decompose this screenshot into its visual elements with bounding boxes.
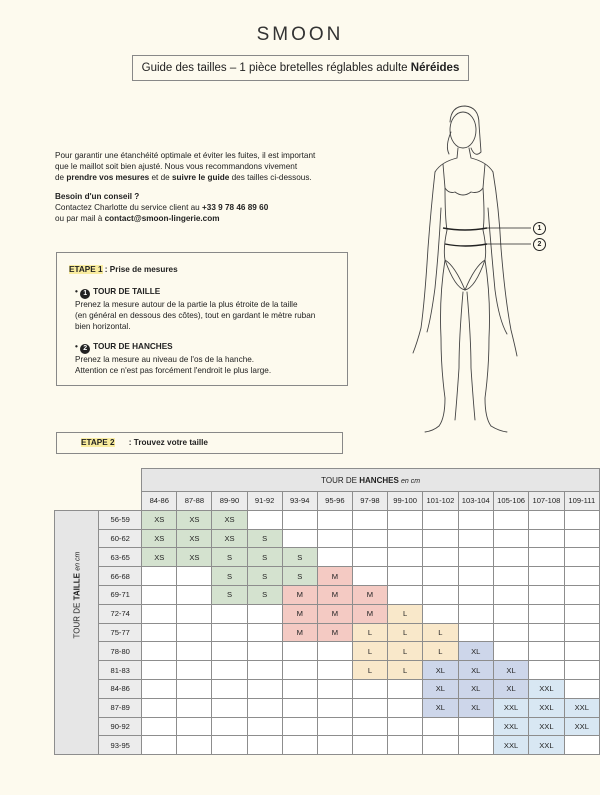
size-cell <box>564 604 599 623</box>
size-cell: XS <box>177 529 212 548</box>
size-cell <box>212 698 247 717</box>
size-cell <box>564 510 599 529</box>
measure-waist-title: • 1 TOUR DE TAILLE <box>75 287 161 297</box>
size-cell <box>458 585 493 604</box>
size-cell <box>388 567 423 586</box>
waist-header-cell: 75-77 <box>99 623 142 642</box>
waist-header-cell: 93-95 <box>99 736 142 755</box>
hips-header-cell: 97-98 <box>352 492 387 511</box>
waist-header-cell: 63-65 <box>99 548 142 567</box>
hips-header-row <box>55 492 600 511</box>
size-cell: M <box>282 585 317 604</box>
size-cell: M <box>352 585 387 604</box>
intro-bold-measures: prendre vos mesures <box>66 173 150 182</box>
marker-1-icon: 1 <box>533 222 546 235</box>
size-cell <box>352 510 387 529</box>
size-cell <box>247 510 282 529</box>
size-cell: S <box>247 548 282 567</box>
brand-logo: SMOON <box>256 24 344 45</box>
size-cell <box>493 642 528 661</box>
size-cell <box>388 585 423 604</box>
size-cell <box>142 717 177 736</box>
size-cell <box>317 736 352 755</box>
size-cell: XS <box>142 529 177 548</box>
size-cell: L <box>388 604 423 623</box>
intro-text <box>55 150 355 224</box>
size-cell <box>458 548 493 567</box>
waist-header-cell: 72-74 <box>99 604 142 623</box>
intro-text-part: de <box>55 173 67 182</box>
size-cell: M <box>317 604 352 623</box>
intro-bold-guide: suivre le guide <box>171 173 230 182</box>
blank-cell <box>55 469 142 492</box>
size-cell <box>317 529 352 548</box>
waist-header-cell: 84-86 <box>99 679 142 698</box>
size-cell <box>423 717 458 736</box>
size-cell: L <box>388 623 423 642</box>
size-cell <box>282 661 317 680</box>
hips-header-cell: 93-94 <box>282 492 317 511</box>
size-cell <box>317 717 352 736</box>
size-cell: M <box>282 623 317 642</box>
size-cell: XL <box>493 679 528 698</box>
size-cell <box>493 567 528 586</box>
size-cell <box>388 548 423 567</box>
size-cell <box>142 623 177 642</box>
size-cell: XXL <box>493 698 528 717</box>
size-cell: XL <box>458 642 493 661</box>
size-cell: XS <box>142 548 177 567</box>
size-cell <box>177 604 212 623</box>
table-row <box>55 642 600 661</box>
size-cell <box>177 661 212 680</box>
size-cell <box>282 679 317 698</box>
size-cell: S <box>282 567 317 586</box>
waist-header-cell: 66-68 <box>99 567 142 586</box>
size-cell <box>529 623 564 642</box>
size-cell <box>317 642 352 661</box>
size-cell <box>352 717 387 736</box>
size-cell <box>529 510 564 529</box>
size-cell <box>212 679 247 698</box>
hips-header-cell: 95-96 <box>317 492 352 511</box>
size-cell <box>423 585 458 604</box>
model-name: Néréides <box>410 62 460 74</box>
size-cell <box>177 567 212 586</box>
hips-title-row <box>55 469 600 492</box>
step1-tag: ETAPE 1 <box>69 265 103 274</box>
hips-header-cell: 107-108 <box>529 492 564 511</box>
size-cell: M <box>317 623 352 642</box>
size-cell: XS <box>177 548 212 567</box>
size-cell <box>247 736 282 755</box>
size-cell <box>177 623 212 642</box>
size-cell: XXL <box>493 736 528 755</box>
size-cell <box>282 717 317 736</box>
size-cell <box>529 585 564 604</box>
size-cell <box>388 698 423 717</box>
size-cell <box>317 661 352 680</box>
size-cell: XS <box>212 510 247 529</box>
table-row <box>55 679 600 698</box>
table-row <box>55 623 600 642</box>
waist-title <box>55 510 99 754</box>
intro-line-1: Pour garantir une étanchéité optimale et éviter les fuites, il est important <box>55 151 316 160</box>
size-cell <box>423 736 458 755</box>
size-cell <box>212 717 247 736</box>
size-cell <box>529 604 564 623</box>
size-cell: M <box>282 604 317 623</box>
size-cell: M <box>352 604 387 623</box>
size-cell: S <box>247 567 282 586</box>
size-cell <box>212 736 247 755</box>
waist-title-bold: TAILLE <box>72 572 82 601</box>
size-cell <box>352 698 387 717</box>
size-cell <box>493 604 528 623</box>
size-cell <box>458 736 493 755</box>
title-prefix: Guide des tailles – 1 pièce bretelles réglables adulte <box>141 62 411 74</box>
size-cell <box>564 679 599 698</box>
size-cell <box>212 623 247 642</box>
waist-header-cell: 78-80 <box>99 642 142 661</box>
table-row <box>55 510 600 529</box>
table-row <box>55 585 600 604</box>
size-cell <box>529 548 564 567</box>
size-cell: L <box>388 661 423 680</box>
hips-header-cell: 84-86 <box>142 492 177 511</box>
size-cell <box>388 679 423 698</box>
size-cell: L <box>423 642 458 661</box>
size-cell <box>423 567 458 586</box>
intro-line-2: que le maillot soit bien ajusté. Nous vous recommandons vivement <box>55 162 298 171</box>
size-cell <box>493 548 528 567</box>
size-cell <box>564 529 599 548</box>
contact-phone-line <box>55 202 355 213</box>
size-cell <box>388 510 423 529</box>
hips-desc-2: Attention ce n'est pas forcément l'endroit le plus large. <box>75 366 272 375</box>
size-cell <box>352 567 387 586</box>
waist-desc-1: Prenez la mesure autour de la partie la plus étroite de la taille <box>75 300 298 309</box>
waist-title: TOUR DE TAILLE <box>93 287 161 296</box>
hips-header-cell: 101-102 <box>423 492 458 511</box>
advice-title: Besoin d'un conseil ? <box>55 192 140 201</box>
page-title <box>132 55 469 81</box>
size-cell <box>282 529 317 548</box>
size-cell: S <box>282 548 317 567</box>
size-cell <box>317 548 352 567</box>
step2-box <box>56 432 343 454</box>
size-cell <box>388 736 423 755</box>
size-cell: XL <box>423 698 458 717</box>
size-cell <box>388 529 423 548</box>
hips-header-cell: 91-92 <box>247 492 282 511</box>
size-cell <box>317 679 352 698</box>
size-cell <box>247 642 282 661</box>
intro-line-3 <box>55 172 355 183</box>
number-2-icon: 2 <box>80 344 90 354</box>
size-cell: S <box>247 529 282 548</box>
table-row <box>55 736 600 755</box>
hips-header-cell: 89-90 <box>212 492 247 511</box>
size-cell <box>317 510 352 529</box>
size-cell <box>529 642 564 661</box>
size-cell <box>564 661 599 680</box>
size-cell <box>458 623 493 642</box>
swimsuit-figure-illustration <box>395 98 555 438</box>
size-cell <box>529 661 564 680</box>
table-row <box>55 529 600 548</box>
size-cell <box>493 529 528 548</box>
size-cell <box>423 604 458 623</box>
hips-title <box>142 469 600 492</box>
size-cell: XXL <box>493 717 528 736</box>
step2-title: : Trouvez votre taille <box>126 438 208 447</box>
size-cell: XL <box>493 661 528 680</box>
measure-waist <box>75 286 315 332</box>
size-cell: S <box>212 585 247 604</box>
size-cell <box>423 529 458 548</box>
size-cell: M <box>317 567 352 586</box>
size-cell: XXL <box>529 736 564 755</box>
size-cell <box>142 736 177 755</box>
hips-header-cell: 105-106 <box>493 492 528 511</box>
size-cell <box>564 548 599 567</box>
waist-header-cell: 90-92 <box>99 717 142 736</box>
size-cell <box>458 717 493 736</box>
size-cell <box>564 623 599 642</box>
size-cell <box>282 642 317 661</box>
hips-title-bold: HANCHES <box>359 475 399 485</box>
size-cell: L <box>352 661 387 680</box>
size-cell: XL <box>458 661 493 680</box>
size-cell <box>212 642 247 661</box>
size-cell <box>142 604 177 623</box>
table-row <box>55 717 600 736</box>
size-cell: XXL <box>564 717 599 736</box>
size-cell <box>212 661 247 680</box>
waist-header-cell: 69-71 <box>99 585 142 604</box>
contact-text: ou par mail à <box>55 214 105 223</box>
hips-title: TOUR DE HANCHES <box>93 342 173 351</box>
size-cell <box>564 585 599 604</box>
size-cell <box>177 679 212 698</box>
hips-title-text: TOUR DE <box>321 475 360 485</box>
table-row <box>55 548 600 567</box>
size-cell <box>423 510 458 529</box>
size-cell: XS <box>142 510 177 529</box>
phone-link[interactable]: +33 9 78 46 89 60 <box>202 203 269 212</box>
step1-box <box>56 252 348 386</box>
size-cell <box>317 698 352 717</box>
blank-cell <box>55 492 142 511</box>
hips-header-cell: 99-100 <box>388 492 423 511</box>
body-outline-icon <box>395 98 555 438</box>
size-cell <box>282 736 317 755</box>
email-link[interactable]: contact@smoon-lingerie.com <box>104 214 220 223</box>
size-cell <box>282 698 317 717</box>
size-cell <box>458 510 493 529</box>
size-cell: XXL <box>564 698 599 717</box>
table-row <box>55 661 600 680</box>
size-cell: L <box>388 642 423 661</box>
size-cell <box>247 661 282 680</box>
size-cell: XL <box>423 661 458 680</box>
hips-unit: en cm <box>401 477 421 485</box>
hips-desc-1: Prenez la mesure au niveau de l'os de la hanche. <box>75 355 255 364</box>
size-cell: L <box>423 623 458 642</box>
hips-header-cell: 87-88 <box>177 492 212 511</box>
size-cell: L <box>352 642 387 661</box>
size-cell <box>352 679 387 698</box>
size-cell: S <box>247 585 282 604</box>
hips-header-cell: 103-104 <box>458 492 493 511</box>
size-cell <box>177 585 212 604</box>
size-cell: XXL <box>529 698 564 717</box>
waist-header-cell: 81-83 <box>99 661 142 680</box>
size-cell <box>142 661 177 680</box>
hips-header-cell: 109-111 <box>564 492 599 511</box>
waist-title-text <box>72 551 82 639</box>
size-cell <box>177 642 212 661</box>
waist-unit: en cm <box>74 551 82 571</box>
size-cell <box>247 698 282 717</box>
size-cell <box>423 548 458 567</box>
size-cell <box>142 567 177 586</box>
waist-header-cell: 87-89 <box>99 698 142 717</box>
contact-mail-line <box>55 213 355 224</box>
size-cell <box>564 642 599 661</box>
size-cell <box>177 717 212 736</box>
size-cell <box>142 585 177 604</box>
size-cell <box>564 567 599 586</box>
step1-title: : Prise de mesures <box>102 265 178 274</box>
table-row <box>55 567 600 586</box>
size-cell <box>564 736 599 755</box>
size-cell: XL <box>458 698 493 717</box>
waist-desc-3: bien horizontal. <box>75 322 131 331</box>
size-cell: S <box>212 567 247 586</box>
size-cell <box>493 585 528 604</box>
table-row <box>55 604 600 623</box>
waist-header-cell: 56-59 <box>99 510 142 529</box>
size-cell: XL <box>423 679 458 698</box>
size-cell <box>282 510 317 529</box>
waist-desc-2: (en général en dessous des côtes), tout en gardant le mètre ruban <box>75 311 316 320</box>
size-cell <box>177 698 212 717</box>
size-cell: S <box>212 548 247 567</box>
size-cell <box>247 623 282 642</box>
size-cell: XS <box>177 510 212 529</box>
step2-label <box>69 438 208 447</box>
waist-title-prefix: TOUR DE <box>72 600 82 639</box>
size-cell <box>529 529 564 548</box>
size-cell <box>388 717 423 736</box>
size-cell <box>212 604 247 623</box>
number-1-icon: 1 <box>80 289 90 299</box>
measure-hips <box>75 341 271 376</box>
size-table <box>54 468 600 755</box>
size-cell <box>142 642 177 661</box>
size-cell: XXL <box>529 717 564 736</box>
table-row <box>55 698 600 717</box>
size-cell <box>142 679 177 698</box>
waist-header-cell: 60-62 <box>99 529 142 548</box>
size-cell <box>352 548 387 567</box>
size-cell <box>142 698 177 717</box>
size-cell <box>529 567 564 586</box>
step1-label <box>69 264 178 275</box>
contact-text: Contactez Charlotte du service client au <box>55 203 202 212</box>
intro-text-part: et de <box>149 173 172 182</box>
measure-hips-title: • 2 TOUR DE HANCHES <box>75 342 173 352</box>
size-cell <box>352 529 387 548</box>
size-cell <box>352 736 387 755</box>
size-cell: XXL <box>529 679 564 698</box>
size-cell <box>247 717 282 736</box>
marker-2-icon: 2 <box>533 238 546 251</box>
size-cell <box>247 604 282 623</box>
size-cell <box>458 604 493 623</box>
size-cell <box>247 679 282 698</box>
size-cell <box>458 567 493 586</box>
size-cell <box>493 623 528 642</box>
size-cell: XS <box>212 529 247 548</box>
size-cell <box>493 510 528 529</box>
intro-text-part: des tailles ci-dessous. <box>229 173 312 182</box>
size-cell <box>458 529 493 548</box>
size-cell <box>177 736 212 755</box>
step2-tag: ETAPE 2 <box>81 438 115 447</box>
size-cell: XL <box>458 679 493 698</box>
size-cell: L <box>352 623 387 642</box>
size-cell: M <box>317 585 352 604</box>
